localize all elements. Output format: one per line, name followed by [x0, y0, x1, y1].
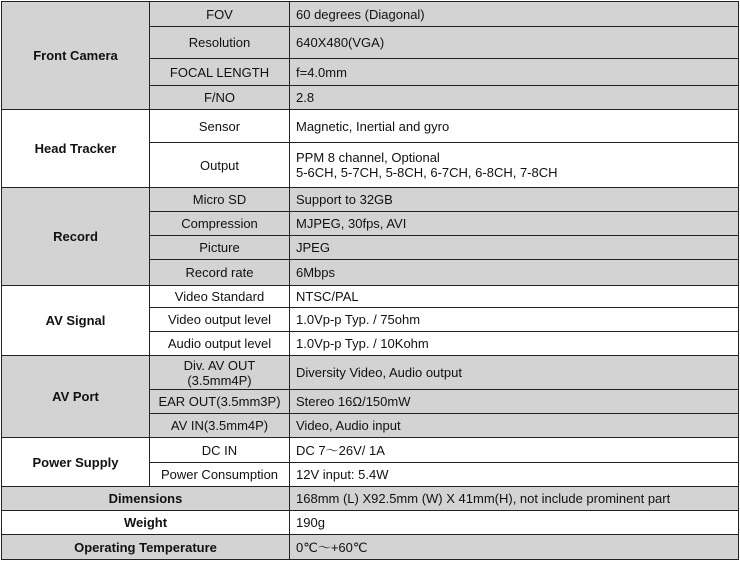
table-row [2, 188, 739, 212]
spec-value: 168mm (L) X92.5mm (W) X 41mm(H), not include prominent part [290, 487, 739, 511]
spec-key: FOV [150, 2, 290, 27]
spec-key: FOCAL LENGTH [150, 59, 290, 86]
spec-value: DC 7～26V/ 1A [290, 438, 739, 463]
spec-value-line: PPM 8 channel, Optional [296, 150, 440, 165]
spec-value: 640X480(VGA) [290, 27, 739, 59]
spec-key: EAR OUT(3.5mm3P) [150, 390, 290, 414]
spec-key-multiline [150, 356, 290, 390]
spec-key-line: (3.5mm4P) [187, 372, 252, 388]
spec-value: 0℃～+60℃ [290, 535, 739, 560]
spec-value: 1.0Vp-p Typ. / 75ohm [290, 308, 739, 332]
spec-key: Sensor [150, 110, 290, 143]
table-row [2, 511, 739, 535]
table-row [2, 535, 739, 560]
spec-key: Picture [150, 236, 290, 260]
spec-label-operating-temperature: Operating Temperature [2, 535, 290, 560]
spec-key: Output [150, 143, 290, 188]
spec-value: 1.0Vp-p Typ. / 10Kohm [290, 332, 739, 356]
spec-value: NTSC/PAL [290, 286, 739, 308]
spec-value: MJPEG, 30fps, AVI [290, 212, 739, 236]
spec-key: F/NO [150, 86, 290, 110]
group-label-power-supply: Power Supply [2, 438, 150, 487]
spec-key: Micro SD [150, 188, 290, 212]
table-row [2, 438, 739, 463]
spec-key: Audio output level [150, 332, 290, 356]
spec-table [1, 1, 739, 560]
spec-value: Stereo 16Ω/150mW [290, 390, 739, 414]
table-row [2, 110, 739, 143]
spec-value: 2.8 [290, 86, 739, 110]
spec-key-line: Div. AV OUT [183, 357, 256, 373]
spec-label-dimensions: Dimensions [2, 487, 290, 511]
table-row [2, 487, 739, 511]
spec-value: Diversity Video, Audio output [290, 356, 739, 390]
spec-key: Resolution [150, 27, 290, 59]
spec-value: 12V input: 5.4W [290, 463, 739, 487]
spec-value-multiline [290, 143, 739, 188]
spec-key: Power Consumption [150, 463, 290, 487]
table-row [2, 286, 739, 308]
spec-label-weight: Weight [2, 511, 290, 535]
spec-key: Record rate [150, 260, 290, 286]
spec-value: 190g [290, 511, 739, 535]
spec-value: 60 degrees (Diagonal) [290, 2, 739, 27]
group-label-front-camera: Front Camera [2, 2, 150, 110]
table-row [2, 2, 739, 27]
spec-value: Support to 32GB [290, 188, 739, 212]
table-row [2, 356, 739, 390]
spec-value: JPEG [290, 236, 739, 260]
group-label-av-signal: AV Signal [2, 286, 150, 356]
spec-key: Compression [150, 212, 290, 236]
spec-key: Video Standard [150, 286, 290, 308]
spec-key: AV IN(3.5mm4P) [150, 414, 290, 438]
spec-value: Magnetic, Inertial and gyro [290, 110, 739, 143]
spec-key: DC IN [150, 438, 290, 463]
group-label-av-port: AV Port [2, 356, 150, 438]
spec-value: 6Mbps [290, 260, 739, 286]
group-label-record: Record [2, 188, 150, 286]
spec-value-line: 5-6CH, 5-7CH, 5-8CH, 6-7CH, 6-8CH, 7-8CH [296, 165, 558, 180]
spec-key: Video output level [150, 308, 290, 332]
spec-value: f=4.0mm [290, 59, 739, 86]
group-label-head-tracker: Head Tracker [2, 110, 150, 188]
spec-value: Video, Audio input [290, 414, 739, 438]
